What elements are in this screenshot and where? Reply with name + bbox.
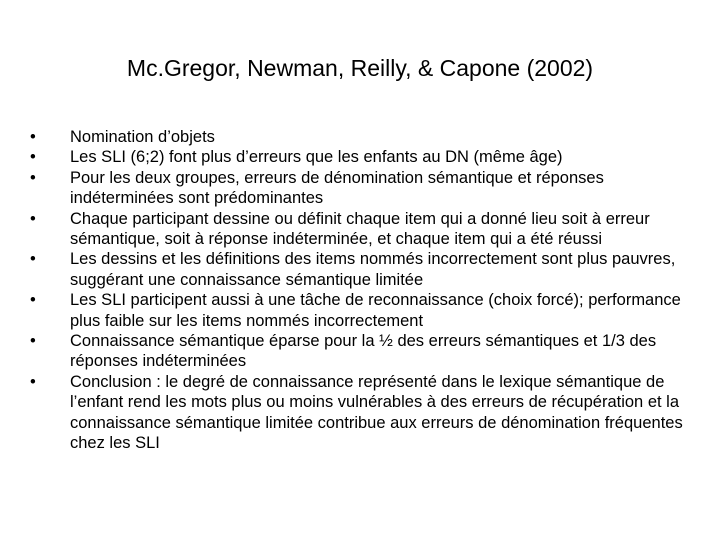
bullet-text: Les dessins et les définitions des items nommés incorrectement sont plus pauvres, suggérant une connaissance sémantique limitée bbox=[70, 250, 676, 289]
bullet-list bbox=[30, 127, 690, 454]
bullet-marker: • bbox=[30, 168, 36, 187]
bullet-text: Chaque participant dessine ou définit chaque item qui a donné lieu soit à erreur sémantique, soit à réponse indéterminée, et chaque item qui a été réussi bbox=[70, 209, 650, 249]
bullet-item bbox=[30, 331, 690, 372]
bullet-item bbox=[30, 127, 690, 147]
bullet-text: Connaissance sémantique éparse pour la ½ des erreurs sémantiques et 1/3 des réponses indéterminées bbox=[70, 332, 657, 371]
bullet-text: Conclusion : le degré de connaissance représenté dans le lexique sémantique de l’enfant rend les mots plus ou moins vulnérables à des erreurs de récupération et la connaissance sémantique limitée contribue aux erreurs de dénomination fréquentes chez les SLI bbox=[70, 372, 683, 453]
bullet-item bbox=[30, 168, 690, 209]
bullet-item bbox=[30, 147, 690, 167]
bullet-text: Les SLI participent aussi à une tâche de reconnaissance (choix forcé); performance plus faible sur les items nommés incorrectement bbox=[70, 291, 681, 330]
slide-title: Mc.Gregor, Newman, Reilly, & Capone (2002) bbox=[126, 55, 594, 81]
bullet-text: Nomination d’objets bbox=[70, 128, 215, 146]
bullet-marker: • bbox=[30, 209, 36, 228]
bullet-text: Les SLI (6;2) font plus d’erreurs que les enfants au DN (même âge) bbox=[70, 148, 563, 167]
bullet-item bbox=[30, 209, 690, 250]
bullet-marker: • bbox=[30, 291, 36, 310]
bullet-item bbox=[30, 249, 690, 290]
bullet-marker: • bbox=[30, 148, 36, 167]
bullet-item bbox=[30, 372, 690, 454]
bullet-item bbox=[30, 290, 690, 331]
bullet-text: Pour les deux groupes, erreurs de dénomination sémantique et réponses indéterminées sont prédominantes bbox=[70, 168, 604, 208]
bullet-marker: • bbox=[30, 372, 36, 391]
bullet-marker: • bbox=[30, 128, 36, 146]
bullet-marker: • bbox=[30, 332, 36, 351]
bullet-marker: • bbox=[30, 250, 36, 269]
